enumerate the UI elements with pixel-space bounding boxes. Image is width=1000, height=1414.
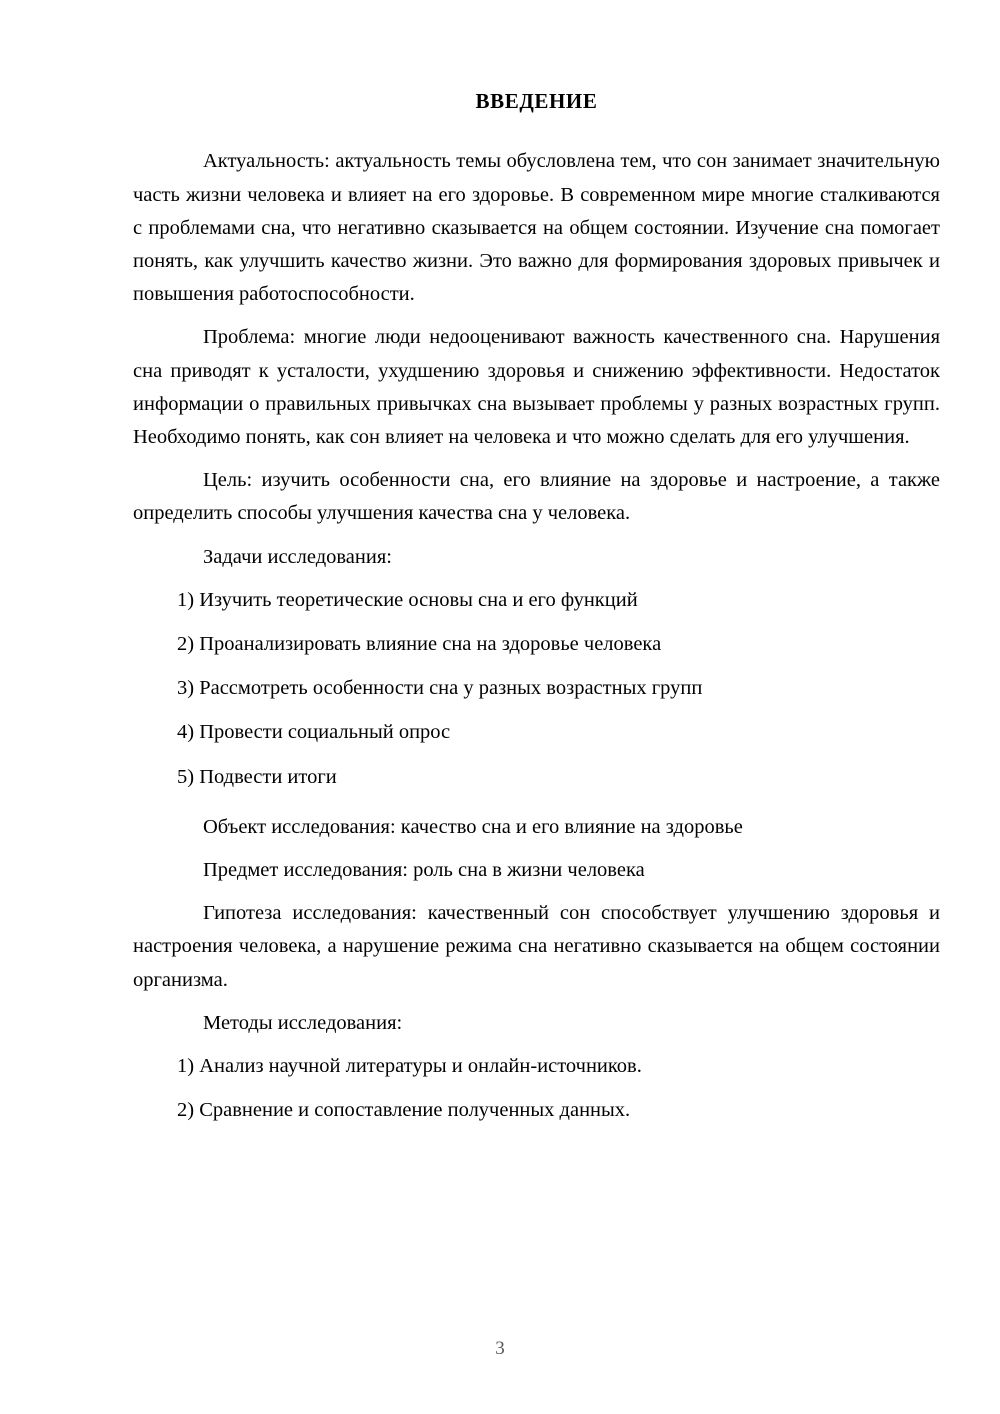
- heading-tasks: Задачи исследования:: [203, 545, 392, 568]
- list-item: 1) Анализ научной литературы и онлайн-источников.: [177, 1054, 642, 1077]
- list-item: 2) Проанализировать влияние сна на здоровье человека: [177, 632, 662, 655]
- page-number: 3: [495, 1338, 505, 1359]
- methods-list: [133, 1050, 940, 1127]
- paragraph-hypothesis: Гипотеза исследования: качественный сон способствует улучшению здоровья и настроения человека, а нарушение режима сна негативно сказывается на общем состоянии организма.: [133, 902, 940, 991]
- heading-methods: Методы исследования:: [203, 1011, 403, 1034]
- paragraph-goal: Цель: изучить особенности сна, его влияние на здоровье и настроение, а также определить способы улучшения качества сна у человека.: [133, 469, 940, 525]
- list-item: 1) Изучить теоретические основы сна и его функций: [177, 588, 638, 611]
- list-item: 4) Провести социальный опрос: [177, 721, 451, 744]
- list-item: 2) Сравнение и сопоставление полученных данных.: [177, 1099, 631, 1122]
- paragraph-problem: Проблема: многие люди недооценивают важность качественного сна. Нарушения сна приводят к усталости, ухудшению здоровья и снижению эффективности. Недостаток информации о правильных привычках сна вызывает проблемы у разных возрастных групп. Необходимо понять, как сон влияет на человека и что можно сделать для его улучшения.: [133, 326, 940, 448]
- statement-subject: Предмет исследования: роль сна в жизни человека: [203, 858, 645, 881]
- paragraph-relevance: Актуальность: актуальность темы обусловлена тем, что сон занимает значительную часть жизни человека и влияет на его здоровье. В современном мире многие сталкиваются с проблемами сна, что негативно сказывается на общем состоянии. Изучение сна помогает понять, как улучшить качество жизни. Это важно для формирования здоровых привычек и повышения работоспособности.: [133, 150, 940, 306]
- statement-object: Объект исследования: качество сна и его влияние на здоровье: [203, 815, 743, 838]
- page-content: [133, 88, 940, 1138]
- list-item: 3) Рассмотреть особенности сна у разных возрастных групп: [177, 677, 703, 700]
- list-item: 5) Подвести итоги: [177, 765, 337, 788]
- page-title: ВВЕДЕНИЕ: [475, 89, 598, 113]
- tasks-list: [133, 584, 940, 794]
